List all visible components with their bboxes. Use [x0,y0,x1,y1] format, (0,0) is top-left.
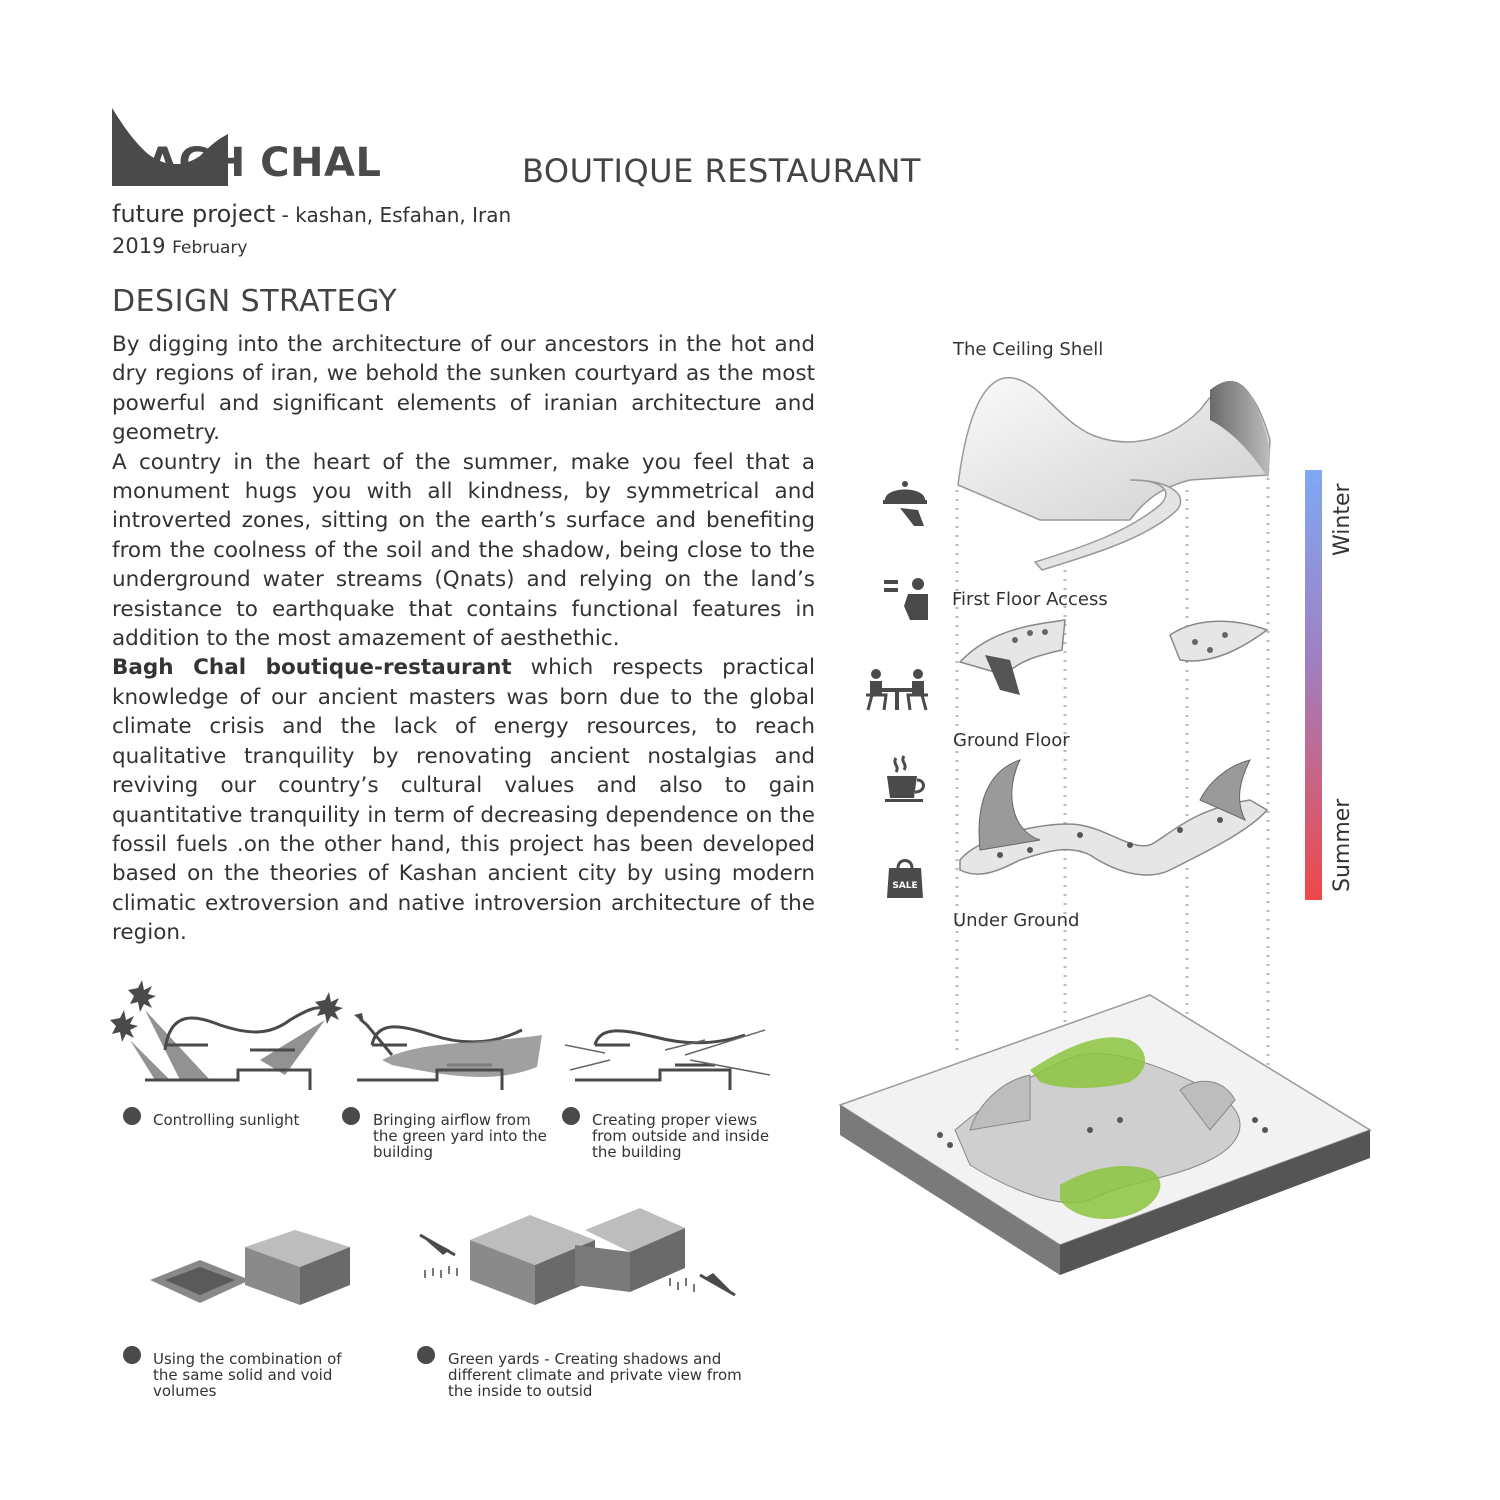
paragraph-3 [112,653,815,947]
bullet-volumes [123,1346,141,1364]
ceiling-shell [958,378,1270,570]
ground-floor-slab [960,760,1267,875]
title-light: BOUTIQUE RESTAURANT [522,152,921,190]
year: 2019 [112,234,166,258]
sunlight-diagram [110,980,350,1095]
subtitle-main: future project [112,200,276,228]
caption-green-yards: Green yards - Creating shadows and different climate and private view from the inside to outsid [448,1350,742,1400]
layer-label-ground-floor: Ground Floor [953,730,1070,751]
title-bold: BAGH CHAL [116,140,382,186]
season-label-summer: Summer [1330,798,1355,892]
subtitle-location: - kashan, Esfahan, Iran [275,203,512,227]
sale-bag-icon [886,856,924,900]
bullet-green-yards [417,1346,435,1364]
paragraph-3-bold: Bagh Chal boutique-restaurant [112,655,512,681]
paragraph-1: By digging into the architecture of our ancestors in the hot and dry regions of iran, we behold the sunken courtyard as the most powerful and significant elements of iranian architecture and geometry. [112,332,815,446]
coffee-cup-icon [884,754,928,804]
caption-sunlight: Controlling sunlight [153,1111,300,1129]
strategy-heading: DESIGN STRATEGY [112,284,398,319]
volumes-diagram [145,1225,355,1310]
airflow-diagram [352,1005,552,1095]
paragraph-2: A country in the heart of the summer, make you feel that a monument hugs you with all kindness, by symmetrical and introverted zones, sitting on the earth’s surface and benefiting from the coolness of the soil and the shadow, being close to the underground water streams (Qnats) and relying on the land’s resistance to earthquake that contains functional features in addition to the most amazement of aesthethic. [112,449,815,652]
waiter-tray-icon [882,574,930,622]
dateline [112,234,247,258]
paragraph-3-rest: which respects practical knowledge of our ancient masters was born due to the global climate crisis and the lack of energy resources, to reach qualitative tranquility by renovating ancient nostalgias and reviving our country’s cultural values and also to gain quantitative tranquility in term of decreasing dependence on the fossil fuels .on the other hand, this project has been developed based on the theories of Kashan ancient city by using modern climatic extroversion and native introversion architecture of the region. [112,655,815,946]
layer-label-first-floor: First Floor Access [952,589,1108,610]
month: February [172,238,248,258]
layer-label-ceiling: The Ceiling Shell [953,339,1104,360]
views-diagram [565,1015,775,1095]
subtitle [112,200,511,228]
layer-label-under-ground: Under Ground [953,910,1080,931]
green-yards-diagram [415,1200,745,1310]
caption-volumes: Using the combination of the same solid and void volumes [153,1350,342,1400]
bullet-views [562,1107,580,1125]
bullet-airflow [342,1107,360,1125]
season-gradient-bar [1305,470,1322,900]
first-floor-slabs [960,620,1267,695]
caption-views: Creating proper views from outside and inside the building [592,1111,770,1161]
site-base [840,995,1370,1275]
dining-table-icon [864,668,930,712]
sale-text: SALE [892,881,918,891]
bullet-sunlight [123,1107,141,1125]
strategy-body [112,330,815,948]
waiter-cloche-icon [880,474,930,530]
season-label-winter: Winter [1330,483,1355,556]
caption-airflow: Bringing airflow from the green yard into the building [373,1111,547,1161]
